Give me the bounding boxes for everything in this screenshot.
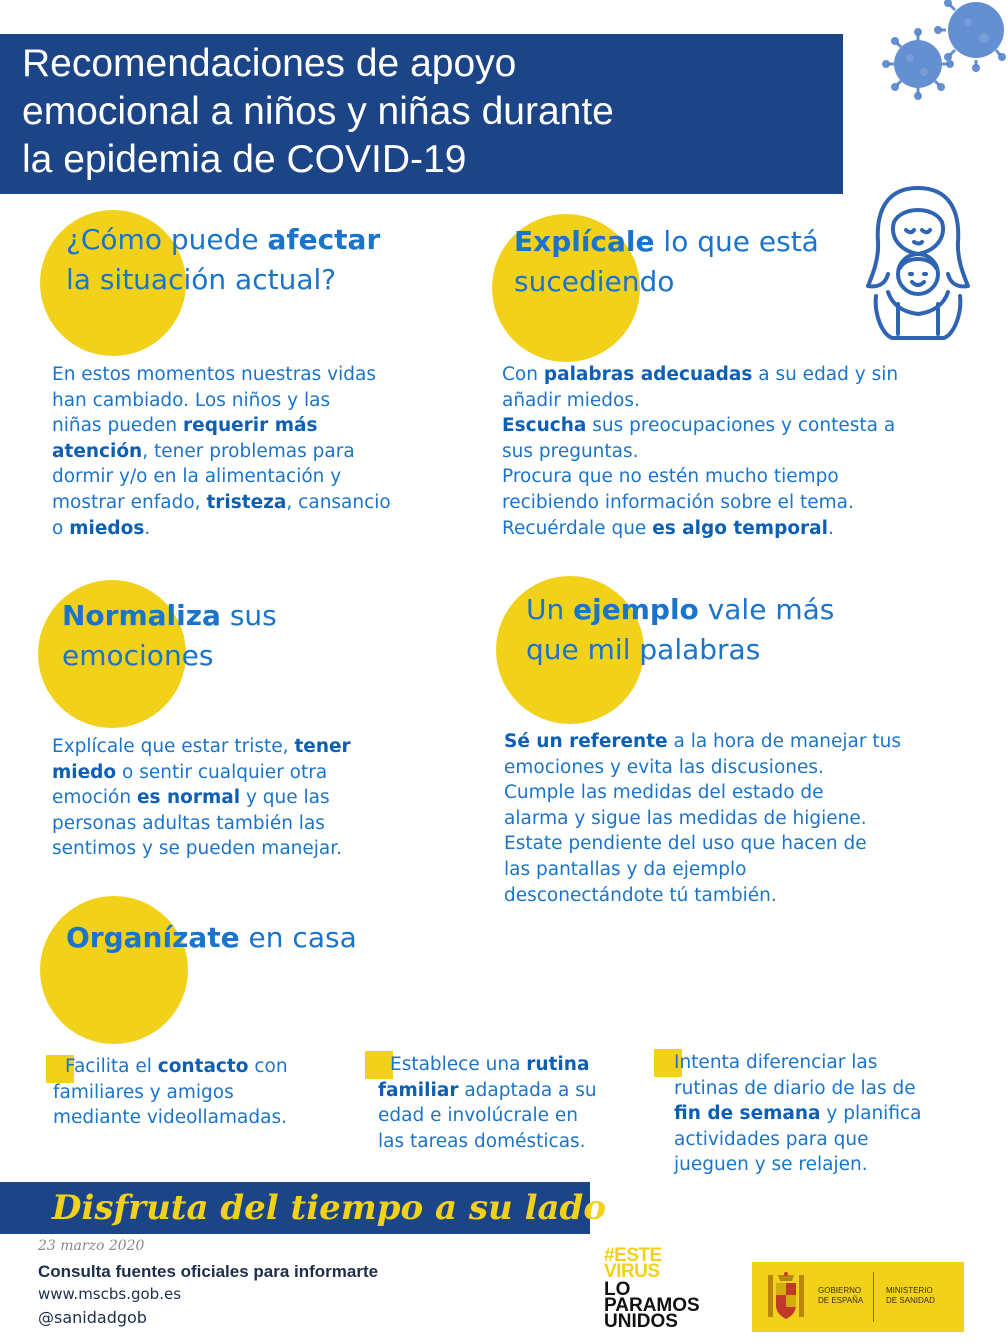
heading-text: sucediendo <box>514 265 675 298</box>
section-5-heading <box>66 918 357 958</box>
text-run: a la hora de manejar tus <box>667 731 901 752</box>
text-emphasis: miedo <box>52 761 117 783</box>
text-run: Recuérdale que <box>502 517 653 539</box>
ministry-text-line-2: DE SANIDAD <box>886 1296 935 1305</box>
section-1-text <box>52 362 391 541</box>
heading-text: la situación actual? <box>66 263 337 296</box>
virus-decoration-icon <box>880 0 1008 120</box>
campaign-slogan-line-3: UNIDOS <box>604 1311 678 1332</box>
text-line: Procura que no estén mucho tiempo <box>502 466 839 488</box>
heading-text: Un <box>526 593 574 626</box>
text-emphasis: Sé un referente <box>504 731 668 752</box>
coat-of-arms-icon <box>764 1271 808 1323</box>
text-run: Establece una <box>390 1054 527 1075</box>
text-line: mediante videollamadas. <box>53 1107 287 1129</box>
heading-emphasis: ejemplo <box>573 593 699 626</box>
text-line: edad e involúcrale en <box>378 1105 578 1127</box>
text-line: añadir miedos. <box>502 389 640 411</box>
text-emphasis: es normal <box>136 787 241 809</box>
heading-emphasis: Normaliza <box>62 599 221 632</box>
text-line <box>52 760 351 786</box>
text-line: jueguen y se relajen. <box>674 1154 868 1176</box>
text-emphasis: Escucha <box>502 415 587 437</box>
tip-routine <box>378 1052 597 1154</box>
campaign-slogan-line-1: LO <box>604 1279 631 1300</box>
section-4-text <box>504 729 901 908</box>
text-emphasis: tristeza <box>206 491 287 513</box>
text-line <box>53 1054 288 1080</box>
text-line <box>52 785 351 811</box>
text-run: , cansancio <box>286 491 391 513</box>
section-3-text <box>52 734 351 862</box>
text-line: rutinas de diario de las de <box>674 1077 916 1099</box>
text-emphasis: es algo temporal <box>652 517 828 539</box>
text-emphasis: contacto <box>157 1056 249 1077</box>
text-emphasis: miedos <box>69 517 145 539</box>
text-run: , tener problemas para <box>142 440 355 462</box>
heading-emphasis: afectar <box>267 223 381 256</box>
text-run: Explícale que estar triste, <box>52 736 295 757</box>
gov-text-line-2: DE ESPAÑA <box>818 1296 864 1305</box>
heading-text: emociones <box>62 639 214 672</box>
text-line: las pantallas y da ejemplo <box>504 858 747 880</box>
publication-date: 23 marzo 2020 <box>38 1238 145 1254</box>
text-run: y que las <box>240 787 330 809</box>
text-emphasis: palabras adecuadas <box>543 364 753 385</box>
heading-text: en casa <box>239 921 357 954</box>
section-2-text <box>502 362 898 541</box>
heading-emphasis: Organízate <box>66 921 240 954</box>
text-emphasis: requerir más <box>183 415 318 437</box>
text-line <box>52 413 391 439</box>
text-line <box>52 439 391 465</box>
page-title-line-3: la epidemia de COVID-19 <box>22 138 467 181</box>
text-run: niñas pueden <box>52 415 184 437</box>
government-logo <box>752 1262 964 1332</box>
text-line <box>504 729 901 755</box>
section-3-heading <box>62 596 277 676</box>
gov-text-line-1: GOBIERNO <box>818 1286 862 1295</box>
text-run: Facilita el <box>65 1056 158 1077</box>
text-run: y planifica <box>820 1103 922 1125</box>
text-run: sus preocupaciones y contesta a <box>586 415 896 437</box>
text-emphasis: familiar <box>378 1079 459 1101</box>
ministry-text-line-1: MINISTERIO <box>886 1286 933 1295</box>
heading-text: sus <box>220 599 277 632</box>
campaign-slogan-line-2: PARAMOS <box>604 1295 700 1316</box>
text-run: con <box>248 1056 288 1077</box>
heading-emphasis: Explícale <box>514 225 655 258</box>
text-line <box>52 490 391 516</box>
text-line: recibiendo información sobre el tema. <box>502 491 854 513</box>
text-line: dormir y/o en la alimentación y <box>52 466 342 488</box>
text-line <box>502 413 898 439</box>
text-line: Estate pendiente del uso que hacen de <box>504 833 867 855</box>
text-run: . <box>144 517 151 539</box>
heading-text: ¿Cómo puede <box>66 223 268 256</box>
text-line <box>378 1052 597 1078</box>
text-line: Intenta diferenciar las <box>674 1052 878 1073</box>
text-run: adaptada a su <box>458 1079 597 1101</box>
text-line <box>52 516 391 542</box>
text-line: En estos momentos nuestras vidas <box>52 364 376 385</box>
text-run: emoción <box>52 787 137 809</box>
footer-slogan: Disfruta del tiempo a su lado <box>52 1188 607 1228</box>
tip-weekend <box>674 1050 922 1178</box>
text-line <box>52 734 351 760</box>
social-handle-link[interactable]: @sanidadgob <box>38 1308 147 1327</box>
text-line <box>378 1078 597 1104</box>
text-line: personas adultas también las <box>52 812 325 834</box>
consult-sources-text: Consulta fuentes oficiales para informarte <box>38 1262 379 1281</box>
tip-contact <box>53 1054 288 1131</box>
website-link[interactable]: www.mscbs.gob.es <box>38 1285 182 1303</box>
text-line: emociones y evita las discusiones. <box>504 756 824 778</box>
heading-text: lo que está <box>654 225 819 258</box>
text-emphasis: fin de semana <box>674 1103 821 1125</box>
mother-child-icon <box>862 184 974 342</box>
section-1-heading <box>66 220 380 300</box>
campaign-hashtag-line-2: VIRUS <box>604 1261 660 1282</box>
section-4-heading <box>526 590 834 670</box>
text-line: sentimos y se pueden manejar. <box>52 838 343 860</box>
text-emphasis: rutina <box>526 1054 590 1075</box>
text-line <box>674 1101 922 1127</box>
text-line <box>502 362 898 388</box>
text-emphasis: tener <box>294 736 351 757</box>
text-line: las tareas domésticas. <box>378 1130 586 1152</box>
text-run: o sentir cualquier otra <box>116 761 328 783</box>
text-line: han cambiado. Los niños y las <box>52 389 331 411</box>
text-run: o <box>52 517 70 539</box>
page-title-line-2: emocional a niños y niñas durante <box>22 90 614 133</box>
section-2-heading <box>514 222 819 302</box>
text-line <box>502 516 898 542</box>
text-line: Cumple las medidas del estado de <box>504 782 824 804</box>
page-title-line-1: Recomendaciones de apoyo <box>22 42 517 85</box>
heading-text: vale más <box>698 593 835 626</box>
logo-divider <box>873 1272 874 1322</box>
campaign-hashtag-line-1: #ESTE <box>604 1245 662 1266</box>
text-emphasis: atención <box>52 440 143 462</box>
campaign-logo <box>600 1245 740 1334</box>
heading-text: que mil palabras <box>526 633 761 666</box>
text-run: mostrar enfado, <box>52 491 207 513</box>
text-run: Con <box>502 364 544 385</box>
text-line: familiares y amigos <box>53 1081 234 1103</box>
text-run: . <box>827 517 834 539</box>
text-line: alarma y sigue las medidas de higiene. <box>504 807 867 829</box>
text-line: actividades para que <box>674 1128 869 1150</box>
text-line: sus preguntas. <box>502 440 639 462</box>
text-line: desconectándote tú también. <box>504 884 777 906</box>
text-run: a su edad y sin <box>752 364 899 385</box>
